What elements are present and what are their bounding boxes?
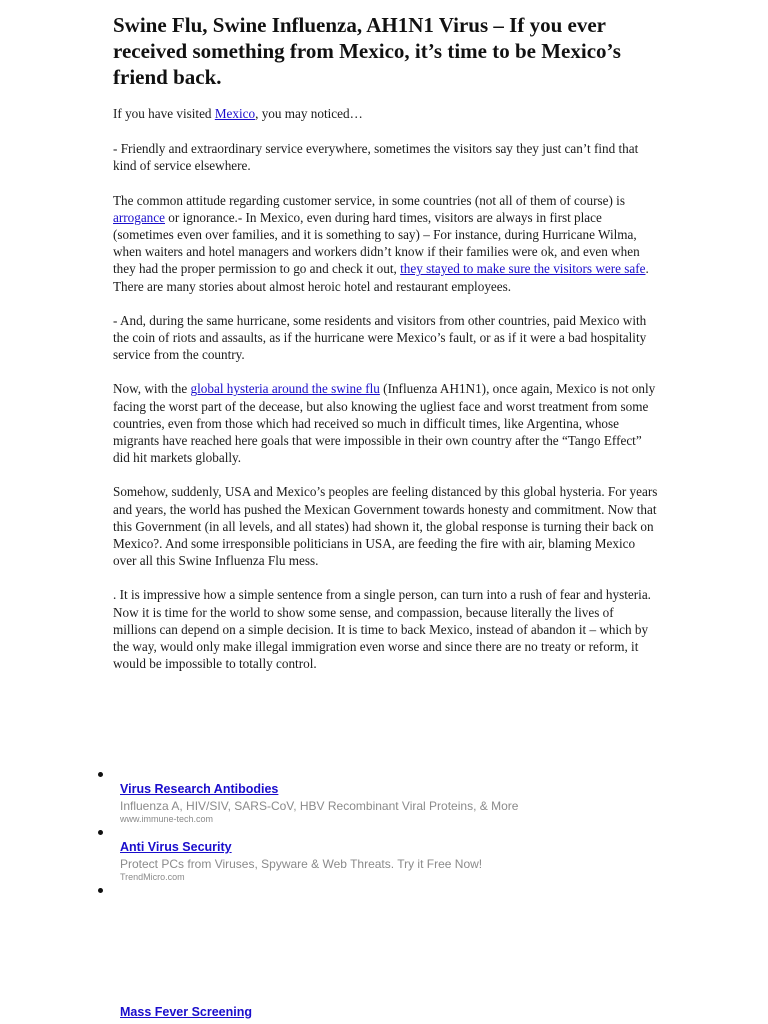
paragraph-attitude-after: . There are many stories about almost heroic hotel and restaurant employees. bbox=[113, 261, 649, 294]
ad-description: Protect PCs from Viruses, Spyware & Web Threats. Try it Free Now! bbox=[120, 857, 483, 871]
paragraph-hurricane: - And, during the same hurricane, some residents and visitors from other countries, paid Mexico with the coin of riots and assaults, as if the hurricane were Mexico’s fault, or as if it were a bad hospitality service from the country. bbox=[113, 312, 647, 363]
paragraph-hysteria-after: (Influenza AH1N1), once again, Mexico is not only facing the worst part of the decease, but also knowing the ugliest face and worst treatment from some countries, even from those which had received so much in difficult times, like Argentina, whose migrants have reached here goals that were impossible in their own country after the “Tango Effect” did hit markets globally. bbox=[113, 381, 656, 466]
list-bullet-icon bbox=[98, 888, 103, 893]
article bbox=[113, 12, 658, 672]
ad-content bbox=[120, 1005, 252, 1020]
visitors-safe-link[interactable]: they stayed to make sure the visitors were safe bbox=[400, 261, 646, 277]
paragraph-service: - Friendly and extraordinary service everywhere, sometimes the visitors say they just can’t find that kind of service elsewhere. bbox=[113, 141, 639, 174]
paragraph-attitude-middle: or ignorance.- In Mexico, even during hard times, visitors are always in first place (sometimes even over families, and it is something to say) – For instance, during Hurricane Wilma, when waiters and hotel managers and workers didn’t know if their families were ok, and even when they had the proper permission to go and check it out, bbox=[113, 209, 640, 277]
ad-domain[interactable]: TrendMicro.com bbox=[120, 872, 185, 882]
ad-domain[interactable]: www.immune-tech.com bbox=[120, 814, 214, 824]
article-title: Swine Flu, Swine Influenza, AH1N1 Virus – If you ever received something from Mexico, it’s time to be Mexico’s friend back. bbox=[113, 13, 621, 89]
paragraph-hysteria-before: Now, with the bbox=[113, 381, 191, 397]
intro-text-before: If you have visited bbox=[113, 106, 215, 121]
list-bullet-icon bbox=[98, 830, 103, 835]
paragraph-attitude bbox=[113, 192, 658, 295]
paragraph-conclusion: . It is impressive how a simple sentence from a single person, can turn into a rush of fear and hysteria. Now it is time for the world to show some sense, and compassion, because literally the lives of millions can depend on a simple decision. It is time to back Mexico, instead of abandon it – which by the way, would only make illegal immigration even worse and since there are no treaty or reform, it would be impossible to totally control. bbox=[113, 587, 651, 672]
ad-content bbox=[120, 782, 518, 825]
paragraph-usa-mexico: Somehow, suddenly, USA and Mexico’s peoples are feeling distanced by this global hysteria. For years and years, the world has pushed the Mexican Government towards honesty and commitment. Now that this Government (in all levels, and all states) had shown it, the global response is turning their back on Mexico?. And some irresponsible politicians in USA, are feeding the fire with air, blaming Mexico over all this Swine Influenza Flu mess. bbox=[113, 484, 658, 569]
paragraph-attitude-before: The common attitude regarding customer service, in some countries (not all of them of course) is bbox=[113, 192, 625, 208]
arrogance-link[interactable]: arrogance bbox=[113, 209, 165, 225]
ad-title-link[interactable]: Anti Virus Security bbox=[120, 840, 232, 854]
ad-title-link[interactable]: Mass Fever Screening bbox=[120, 1005, 253, 1019]
article-body bbox=[113, 105, 658, 672]
ad-content bbox=[120, 840, 482, 883]
paragraph-hysteria bbox=[113, 380, 658, 466]
intro-paragraph bbox=[113, 105, 658, 122]
ad-title-link[interactable]: Virus Research Antibodies bbox=[120, 782, 279, 796]
ad-description: Influenza A, HIV/SIV, SARS-CoV, HBV Recombinant Viral Proteins, & More bbox=[120, 799, 519, 813]
intro-text-after: , you may noticed… bbox=[255, 106, 363, 121]
list-bullet-icon bbox=[98, 772, 103, 777]
mexico-link[interactable]: Mexico bbox=[214, 106, 256, 121]
swine-flu-hysteria-link[interactable]: global hysteria around the swine flu bbox=[190, 381, 380, 397]
